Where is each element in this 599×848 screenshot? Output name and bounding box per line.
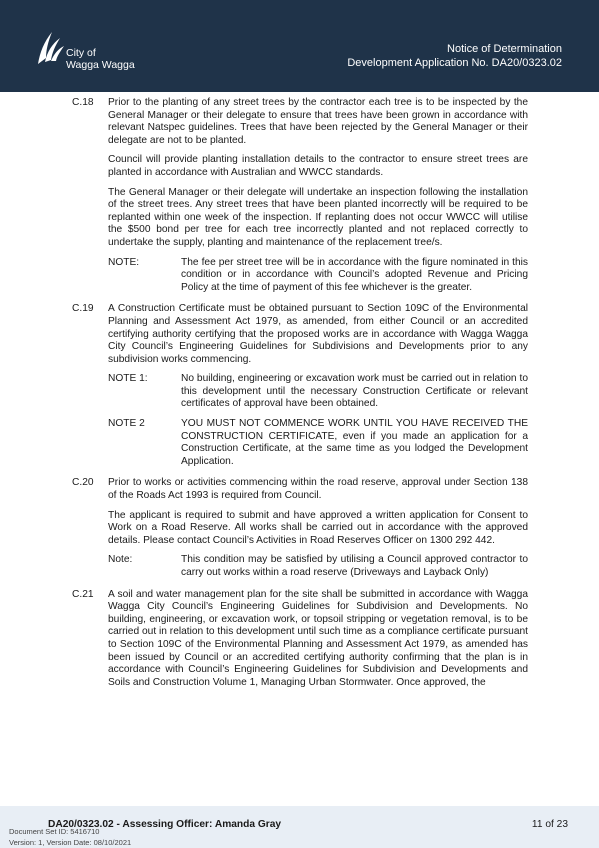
document-body (72, 97, 528, 698)
clause-paragraph: The General Manager or their delegate will undertake an inspection following the installation of the street trees. Any street trees that have been planted incorrectly will be required to be replanted within one week of the inspection. If replanting does not occur WWCC will utilise the $500 bond per tree for each tree incorrectly planted and not replaced correctly to undertake the supply, planting and maintenance of the replacement tree/s. (108, 186, 528, 248)
clause-paragraph: The applicant is required to submit and have approved a written application for Consent to Work on a Road Reserve. All works shall be carried out in accordance with the approved details. Please contact Council’s Activities in Road Reserves Officer on 1300 292 442. (108, 509, 528, 546)
note-text: The fee per street tree will be in accordance with the figure nominated in this condition or in accordance with Council’s adopted Revenue and Pricing Policy at the time of payment of this fee whichever is the greater. (181, 256, 528, 293)
city-logo-text (66, 47, 135, 71)
clause-number: C.20 (72, 477, 94, 489)
note-label: NOTE 2 (108, 418, 145, 430)
note-text: YOU MUST NOT COMMENCE WORK UNTIL YOU HAVE RECEIVED THE CONSTRUCTION CERTIFICATE, even if you made an application for a Construction Certificate, at the same time as you lodged the Development Application. (181, 418, 528, 467)
document-heading (347, 42, 562, 70)
clause-c21 (72, 589, 528, 690)
note-text: No building, engineering or excavation work must be carried out in relation to this development until the necessary Construction Certificate or relevant certificates of approval have been obtained. (181, 373, 528, 410)
application-number: Development Application No. DA20/0323.02 (347, 57, 562, 69)
clause-number: C.21 (72, 588, 94, 600)
page-number: 11 of 23 (531, 819, 568, 830)
clause-number: C.18 (72, 97, 94, 108)
clause-paragraph: Council will provide planting installation details to the contractor to ensure street trees are planted in accordance with Australian and WWCC standards. (108, 154, 528, 178)
logo-line-1: City of (66, 47, 96, 59)
clause-c19 (72, 303, 528, 468)
clause-note (108, 554, 528, 579)
note-label: NOTE 1: (108, 373, 148, 385)
note-label: NOTE: (108, 256, 140, 268)
city-logo-icon (34, 28, 66, 68)
document-version: Version: 1, Version Date: 08/10/2021 (9, 838, 132, 847)
clause-paragraph: Prior to the planting of any street trees by the contractor each tree is to be inspected by the General Manager or their delegate to ensure that trees have been grown in accordance with relevant Natspec guidelines. Trees that have been rejected by the General Manager or their delegate are not to be planted. (108, 97, 528, 146)
clause-note (108, 373, 528, 411)
clause-note (108, 418, 528, 468)
document-set-id: Document Set ID: 5416710 (9, 827, 100, 836)
clause-paragraph: Prior to works or activities commencing within the road reserve, approval under Section 138 of the Roads Act 1993 is required from Council. (108, 477, 528, 502)
note-label: Note: (108, 554, 133, 566)
note-text: This condition may be satisfied by utilising a Council approved contractor to carry out works within a road reserve (Driveways and Layback Only) (181, 554, 528, 578)
clause-paragraph: A soil and water management plan for the site shall be submitted in accordance with Wagga Wagga City Council’s Engineering Guidelines for Subdivision and Developments. No building, engineering, or excavation work, or topsoil stripping or vegetation removal, is to be carried out in relation to this development until such time as a compliance certificate pursuant to Section 109C of the Environmental Planning and Assessment Act 1979, as amended has been issued by Council or an accredited certifying authority confirming that the plan is in accordance with Council’s Engineering Guidelines for Subdivision and Developments and Soils and Construction Volume 1, Managing Urban Stormwater. Once approved, the (108, 588, 528, 688)
page-header (0, 0, 599, 92)
clause-c18 (72, 97, 528, 294)
clause-c20 (72, 477, 528, 579)
clause-paragraph: A Construction Certificate must be obtained pursuant to Section 109C of the Environmental Planning and Assessment Act 1979, as amended, from either Council or an accredited certifying authority certifying that the proposed works are in accordance with Wagga Wagga City Council’s Engineering Guidelines for Subdivisions and Developments prior to any subdivision works commencing. (108, 303, 528, 365)
notice-title: Notice of Determination (447, 43, 562, 55)
clause-number: C.19 (72, 303, 94, 315)
page-footer (0, 806, 599, 848)
footer-title: DA20/0323.02 - Assessing Officer: Amanda Gray (48, 819, 282, 830)
clause-note (108, 257, 528, 295)
logo-line-2: Wagga Wagga (66, 59, 135, 71)
